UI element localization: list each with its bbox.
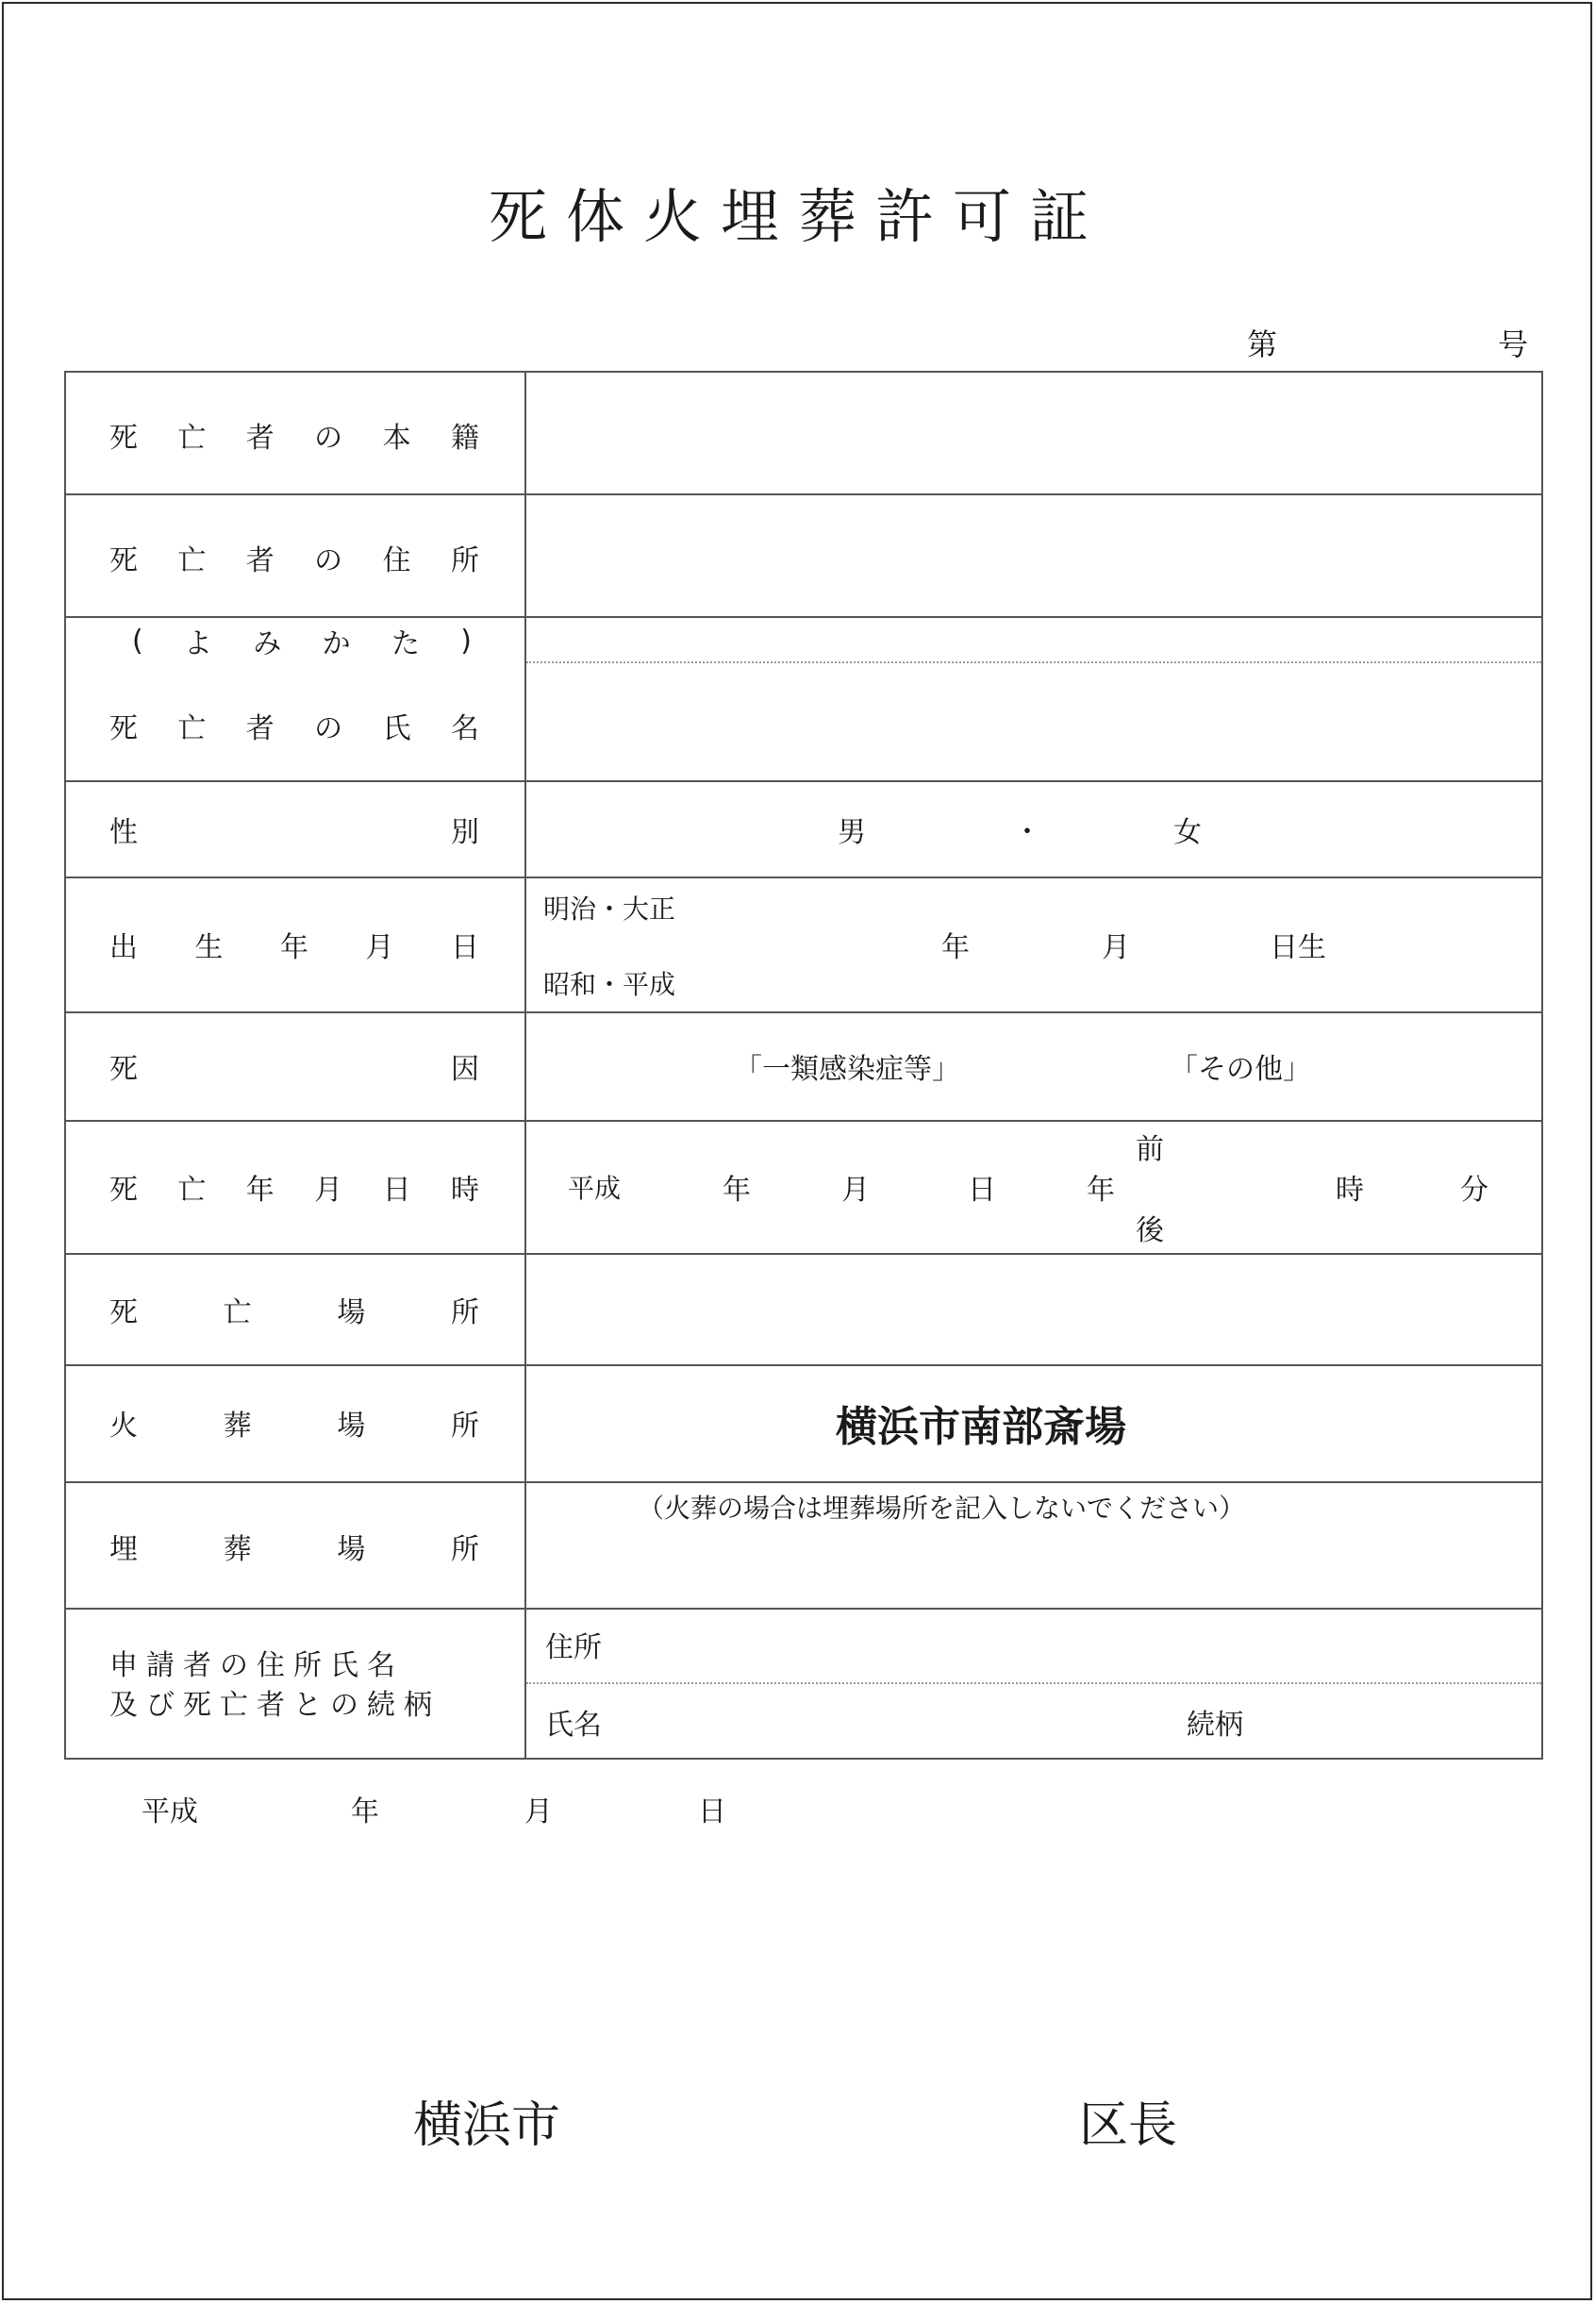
row-line: [66, 1253, 1541, 1255]
label-burial-place: 埋 葬 場 所: [109, 1533, 479, 1566]
death-month-unit: 月: [841, 1174, 870, 1207]
row-line-dashed: [526, 1682, 1541, 1684]
birth-era-meiji-taisho[interactable]: 明治・大正: [543, 893, 676, 925]
death-hour-unit: 時: [1336, 1174, 1364, 1207]
applicant-relation-label: 続柄: [1187, 1709, 1243, 1742]
form-title: 死体火埋葬許可証: [488, 182, 1107, 251]
label-applicant-line2: 及び死亡者との続柄: [109, 1689, 441, 1722]
death-era: 平成: [568, 1173, 622, 1204]
death-nen-unit: 年: [1087, 1174, 1115, 1207]
label-death-time: 死 亡 年 月 日 時: [109, 1174, 479, 1207]
sex-female-option[interactable]: 女: [1173, 816, 1202, 849]
row-line: [66, 1011, 1541, 1013]
birth-era-showa-heisei[interactable]: 昭和・平成: [543, 969, 676, 1000]
burial-place-note: （火葬の場合は埋葬場所を記入しないでください）: [638, 1493, 1246, 1524]
row-line: [66, 780, 1541, 782]
sex-separator: ・: [1013, 816, 1041, 849]
label-address: 死 亡 者 の 住 所: [109, 544, 479, 577]
row-line-dashed: [526, 661, 1541, 663]
label-cremation-place: 火 葬 場 所: [109, 1410, 479, 1443]
death-am-option[interactable]: 前: [1136, 1133, 1164, 1166]
issue-date-day-unit: 日: [698, 1795, 726, 1828]
sex-male-option[interactable]: 男: [838, 816, 866, 849]
row-line: [66, 493, 1541, 495]
death-day-unit: 日: [968, 1174, 996, 1207]
cause-option-infectious[interactable]: 「一類感染症等」: [734, 1053, 960, 1086]
label-applicant: [109, 1646, 487, 1726]
death-year-unit: 年: [723, 1174, 751, 1207]
label-cause: 死 因: [109, 1053, 479, 1086]
label-sex: 性 別: [109, 816, 479, 849]
permit-form-table: [64, 371, 1543, 1760]
label-birth: 出 生 年 月 日: [109, 931, 479, 964]
death-minute-unit: 分: [1460, 1174, 1488, 1207]
issue-date-month-unit: 月: [524, 1795, 553, 1828]
label-death-place: 死 亡 場 所: [109, 1296, 479, 1329]
row-line: [66, 1120, 1541, 1122]
birth-year-unit: 年: [941, 931, 970, 964]
issue-date-era: 平成: [141, 1795, 198, 1828]
cause-option-other[interactable]: 「その他」: [1170, 1053, 1311, 1086]
row-line: [66, 1608, 1541, 1610]
signature-title: 区長: [1079, 2097, 1178, 2154]
row-line: [66, 1364, 1541, 1366]
label-applicant-line1: 申請者の住所氏名: [109, 1649, 404, 1682]
birth-month-unit: 月: [1102, 931, 1130, 964]
birth-day-unit: 日生: [1270, 931, 1326, 964]
label-name: 死 亡 者 の 氏 名: [109, 712, 479, 745]
applicant-name-label: 氏名: [545, 1709, 602, 1742]
label-yomikata: ( よ み か た ): [132, 624, 472, 660]
signature-city: 横浜市: [413, 2097, 561, 2154]
row-line: [66, 1481, 1541, 1483]
permit-number-label: 第: [1247, 326, 1278, 362]
death-pm-option[interactable]: 後: [1136, 1214, 1164, 1247]
row-line: [66, 616, 1541, 618]
label-honseki: 死 亡 者 の 本 籍: [109, 422, 479, 455]
cremation-place-value: 横浜市南部斎場: [836, 1403, 1126, 1451]
issue-date-year-unit: 年: [351, 1795, 379, 1828]
row-line: [66, 877, 1541, 878]
applicant-address-label: 住所: [545, 1631, 602, 1664]
permit-number-suffix: 号: [1498, 326, 1529, 362]
column-divider: [524, 373, 526, 1758]
